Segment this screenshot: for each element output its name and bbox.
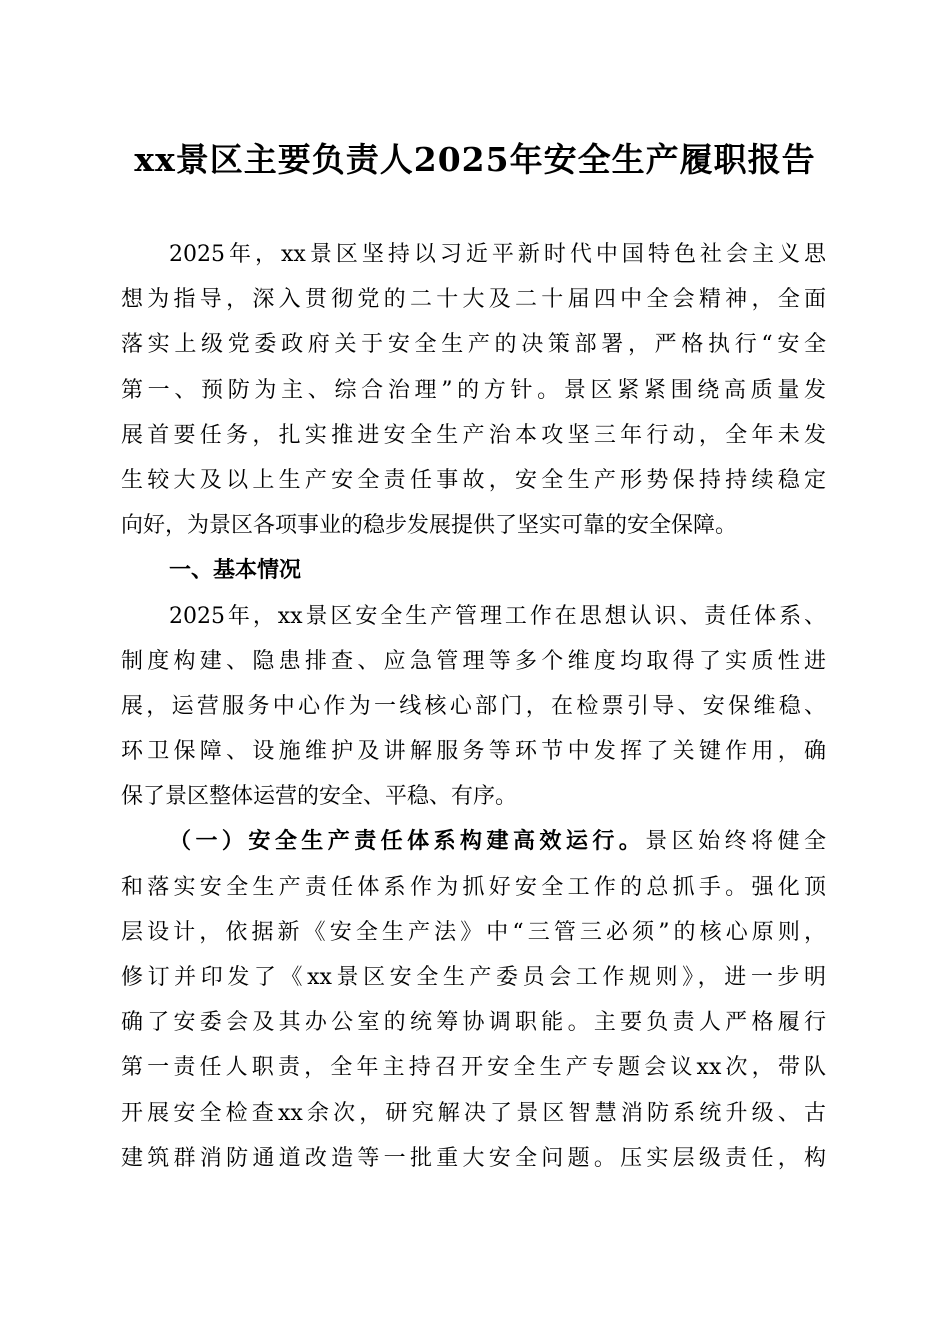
section-line: 保了景区整体运营的安全、平稳、有序。 [121, 784, 518, 810]
section-heading: 一、基本情况 [169, 558, 302, 584]
subsection-line: 确了安委会及其办公室的统筹协调职能。主要负责人严格履行 [121, 1010, 826, 1036]
intro-line: 生较大及以上生产安全责任事故，安全生产形势保持持续稳定 [121, 467, 826, 493]
subsection-line: 开展安全检查xx余次，研究解决了景区智慧消防系统升级、古 [121, 1100, 826, 1126]
intro-line: 落实上级党委政府关于安全生产的决策部署，严格执行“安全 [121, 332, 826, 358]
intro-line: 展首要任务，扎实推进安全生产治本攻坚三年行动，全年未发 [121, 422, 826, 448]
subsection-line: 第一责任人职责，全年主持召开安全生产专题会议xx次，带队 [121, 1055, 826, 1081]
document-title: xx景区主要负责人2025年安全生产履职报告 [134, 140, 816, 179]
section-line: 展，运营服务中心作为一线核心部门，在检票引导、安保维稳、 [121, 693, 826, 719]
intro-line: 第一、预防为主、综合治理”的方针。景区紧紧围绕高质量发 [121, 377, 826, 403]
subsection-line: 层设计，依据新《安全生产法》中“三管三必须”的核心原则， [121, 919, 826, 945]
intro-line: 向好，为景区各项事业的稳步发展提供了坚实可靠的安全保障。 [121, 513, 738, 539]
subsection-line: 修订并印发了《xx景区安全生产委员会工作规则》，进一步明 [121, 965, 826, 990]
subsection-first-line-rest: 景区始终将健全 [645, 829, 826, 855]
section-line: 2025年，xx景区安全生产管理工作在思想认识、责任体系、 [169, 603, 826, 629]
section-line: 环卫保障、设施维护及讲解服务等环节中发挥了关键作用，确 [121, 739, 826, 765]
intro-line: 2025年，xx景区坚持以习近平新时代中国特色社会主义思 [169, 242, 826, 267]
intro-line: 想为指导，深入贯彻党的二十大及二十届四中全会精神，全面 [121, 287, 826, 313]
subsection-line: 建筑群消防通道改造等一批重大安全问题。压实层级责任，构 [121, 1145, 826, 1171]
subsection-line: 和落实安全生产责任体系作为抓好安全工作的总抓手。强化顶 [121, 874, 826, 900]
subsection-first-line [121, 819, 826, 864]
subsection-lead: （一）安全生产责任体系构建高效运行。 [169, 829, 646, 855]
section-line: 制度构建、隐患排查、应急管理等多个维度均取得了实质性进 [121, 648, 826, 674]
document-body [121, 232, 826, 1181]
